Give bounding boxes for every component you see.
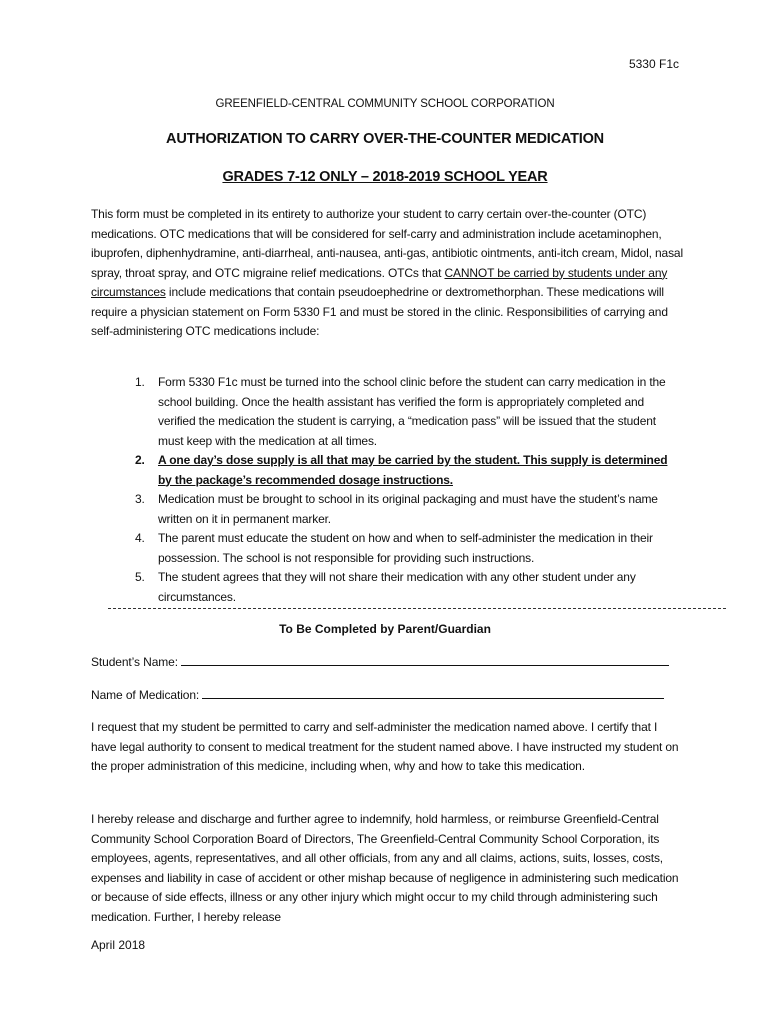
- intro-text-part1: This form must be completed in its entirety to authorize your student to carry certain over-the-counter (OTC) medications. OTC medications that will be considered for self-carry and administration include acetaminophen, ibuprofen, diphenhydramine, anti-diarrheal, anti-nausea, anti-gas, antibiotic ointments, anti-itch cream, Midol, nasal spray, throat spray, and OTC migraine relief medications. OTCs that: [91, 207, 683, 280]
- list-item: [135, 373, 683, 451]
- list-item-number: 5.: [135, 570, 145, 584]
- responsibilities-list: [135, 373, 683, 607]
- list-item: [135, 568, 683, 607]
- cut-line-divider: [108, 608, 726, 609]
- form-code: 5330 F1c: [628, 57, 679, 71]
- intro-text-part2: include medications that contain pseudoephedrine or dextromethorphan. These medications will require a physician statement on Form 5330 F1 and must be stored in the clinic. Responsibilities of carrying and self-administering OTC medications include:: [91, 285, 668, 338]
- list-item-text: A one day’s dose supply is all that may be carried by the student. This supply is determined by the package’s recommended dosage instructions.: [158, 453, 668, 487]
- list-item-text: Medication must be brought to school in its original packaging and must have the student’s name written on it in permanent marker.: [158, 492, 658, 526]
- organization-name: GREENFIELD-CENTRAL COMMUNITY SCHOOL CORPORATION: [215, 98, 555, 110]
- list-item-text: The student agrees that they will not share their medication with any other student under any circumstances.: [158, 570, 636, 604]
- list-item: [135, 529, 683, 568]
- student-name-field[interactable]: [91, 652, 681, 673]
- intro-paragraph: [91, 205, 683, 342]
- student-name-input-line[interactable]: [181, 652, 669, 666]
- page-subtitle: GRADES 7-12 ONLY – 2018-2019 SCHOOL YEAR: [222, 169, 548, 185]
- list-item-text: Form 5330 F1c must be turned into the school clinic before the student can carry medication in the school building. Once the health assistant has verified the form is appropriately completed and verified the medication the student is carrying, a “medication pass” will be issued that the student must keep with the medication at all times.: [158, 375, 666, 448]
- page-title: AUTHORIZATION TO CARRY OVER-THE-COUNTER MEDICATION: [166, 131, 604, 147]
- list-item-number: 3.: [135, 492, 145, 506]
- medication-name-field[interactable]: [91, 685, 681, 706]
- list-item-number: 2.: [135, 453, 145, 467]
- intro-underlined-warning: CANNOT be carried by students under any circumstances: [91, 265, 668, 299]
- request-paragraph: I request that my student be permitted to carry and self-administer the medication named above. I certify that I have legal authority to consent to medical treatment for the student named above. I have instructed my student on the proper administration of this medicine, including when, why and how to take this medication.: [91, 720, 679, 773]
- medication-name-label: Name of Medication:: [91, 688, 203, 702]
- list-item-number: 4.: [135, 531, 145, 545]
- list-item: [135, 490, 683, 529]
- list-item-number: 1.: [135, 375, 145, 389]
- release-paragraph: I hereby release and discharge and further agree to indemnify, hold harmless, or reimburse Greenfield-Central Community School Corporation Board of Directors, The Greenfield-Central Community School Corporation, its employees, agents, representatives, and all other officials, from any and all claims, actions, suits, losses, costs, expenses and liability in case of accident or other mishap because of negligence in administering such medication or because of side effects, illness or any other injury which might occur to my child through administering such medication. Further, I hereby release: [91, 812, 679, 924]
- list-item: [135, 451, 683, 490]
- parent-section-heading: To Be Completed by Parent/Guardian: [279, 622, 491, 636]
- list-item-text: The parent must educate the student on how and when to self-administer the medication in their possession. The school is not responsible for providing such instructions.: [158, 531, 653, 565]
- student-name-label: Student’s Name:: [91, 655, 182, 669]
- medication-name-input-line[interactable]: [202, 685, 664, 699]
- footer-date: April 2018: [91, 938, 146, 952]
